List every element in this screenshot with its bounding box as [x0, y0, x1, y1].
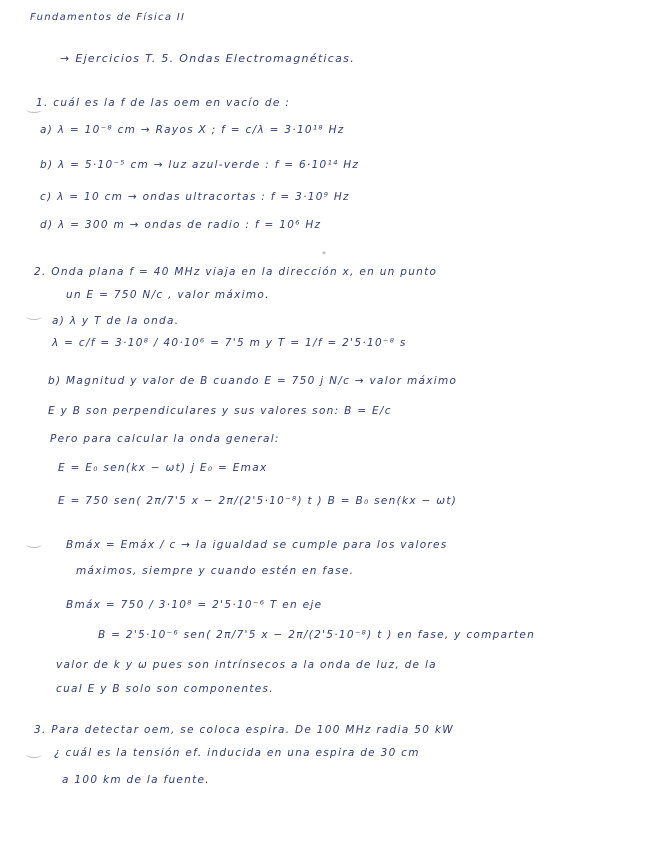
ex2-line2: un E = 750 N/c , valor máximo. [66, 289, 270, 301]
ex2-e-full: E = 750 sen( 2π/7'5 x − 2π/(2'5·10⁻⁸) t ) B = B₀ sen(kx − ωt) [58, 495, 458, 507]
star-mark: * [322, 250, 326, 259]
ex1-a: a) λ = 10⁻⁸ cm → Rayos X ; f = c/λ = 3·10¹⁸ Hz [40, 124, 345, 136]
page-title: Fundamentos de Física II [30, 12, 186, 23]
ex2-e-formula: E = E₀ sen(kx − ωt) j E₀ = Emax [58, 462, 268, 474]
ex1-d: d) λ = 300 m → ondas de radio : f = 10⁶ Hz [40, 219, 322, 231]
ex2-bmax-1: Bmáx = Emáx / c → la igualdad se cumple para los valores [66, 539, 448, 551]
hole-mark-4 [26, 751, 42, 758]
ex3-line1: 3. Para detectar oem, se coloca espira. De 100 MHz radia 50 kW [34, 724, 454, 736]
ex2-a-calc: λ = c/f = 3·10⁸ / 40·10⁶ = 7'5 m y T = 1/f = 2'5·10⁻⁸ s [52, 337, 407, 349]
ex2-a-title: a) λ y T de la onda. [52, 315, 180, 327]
ex2-general: Pero para calcular la onda general: [50, 433, 280, 445]
ex2-line1: 2. Onda plana f = 40 MHz viaja en la dirección x, en un punto [34, 266, 438, 278]
ex2-bmax-3: Bmáx = 750 / 3·10⁸ = 2'5·10⁻⁶ T en eje [66, 599, 323, 611]
section-title: → Ejercicios T. 5. Ondas Electromagnéticas. [60, 52, 356, 65]
hole-mark-3 [26, 541, 42, 548]
ex2-b-line1: b) Magnitud y valor de B cuando E = 750 j N/c → valor máximo [48, 375, 458, 387]
ex1-c: c) λ = 10 cm → ondas ultracortas : f = 3·10⁹ Hz [40, 191, 350, 203]
ex3-line3: a 100 km de la fuente. [62, 774, 210, 786]
hole-mark-2 [26, 313, 42, 320]
ex2-b-full: B = 2'5·10⁻⁶ sen( 2π/7'5 x − 2π/(2'5·10⁻⁸) t ) en fase, y comparten [98, 629, 536, 641]
ex1-question: 1. cuál es la f de las oem en vacío de : [36, 97, 291, 109]
ex2-b-line2: E y B son perpendiculares y sus valores son: B = E/c [48, 405, 392, 417]
ex2-bmax-2: máximos, siempre y cuando estén en fase. [76, 565, 355, 577]
ex3-line2: ¿ cuál es la tensión ef. inducida en una espira de 30 cm [54, 747, 420, 759]
ex1-b: b) λ = 5·10⁻⁵ cm → luz azul-verde : f = 6·10¹⁴ Hz [40, 159, 360, 171]
ex2-kw-2: cual E y B solo son componentes. [56, 683, 274, 695]
ex2-kw-1: valor de k y ω pues son intrínsecos a la onda de luz, de la [56, 659, 437, 671]
